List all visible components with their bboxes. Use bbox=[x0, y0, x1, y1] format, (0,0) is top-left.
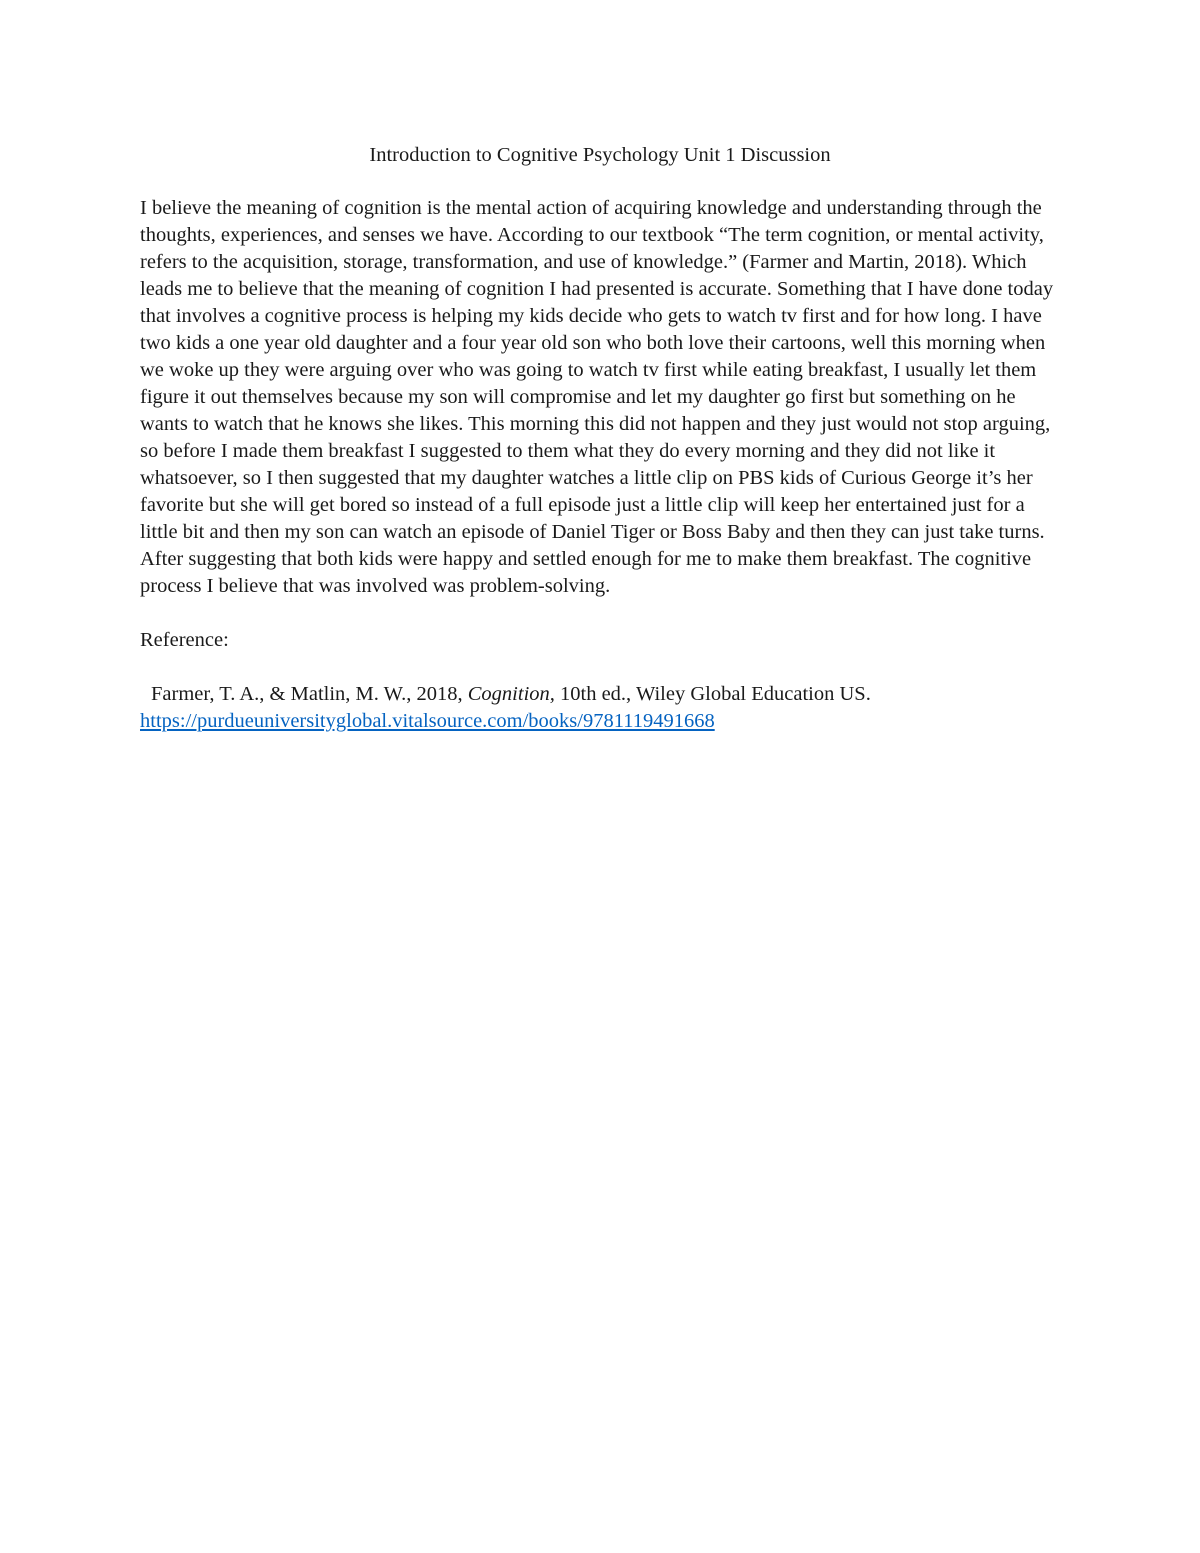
reference-authors-year: Farmer, T. A., & Matlin, M. W., 2018, bbox=[151, 683, 468, 705]
document-title: Introduction to Cognitive Psychology Unit 1 Discussion bbox=[369, 144, 831, 166]
reference-edition-publisher: 10th ed., Wiley Global Education US. bbox=[554, 683, 871, 705]
reference-heading: Reference: bbox=[140, 629, 229, 651]
reference-book-title: Cognition, bbox=[467, 683, 555, 705]
discussion-paragraph: I believe the meaning of cognition is the mental action of acquiring knowledge and understanding through the thoughts, experiences, and senses we have. According to our textbook “The term cognition, or mental activity, refers to the acquisition, storage, transformation, and use of knowledge.” (Farmer and Martin, 2018). Which leads me to believe that the meaning of cognition I had presented is accurate. Something that I have done today that involves a cognitive process is helping my kids decide who gets to watch tv first and for how long. I have two kids a one year old daughter and a four year old son who both love their cartoons, well this morning when we woke up they were arguing over who was going to watch tv first while eating breakfast, I usually let them figure it out themselves because my son will compromise and let my daughter go first but something on he wants to watch that he knows she likes. This morning this did not happen and they just would not stop arguing, so before I made them breakfast I suggested to them what they do every morning and they did not like it whatsoever, so I then suggested that my daughter watches a little clip on PBS kids of Curious George it’s her favorite but she will get bored so instead of a full episode just a little clip will keep her entertained just for a little bit and then my son can watch an episode of Daniel Tiger or Boss Baby and then they can just take turns. After suggesting that both kids were happy and settled enough for me to make them breakfast. The cognitive process I believe that was involved was problem-solving. bbox=[140, 197, 1054, 597]
document-page bbox=[140, 140, 1060, 735]
reference-entry bbox=[140, 681, 1060, 735]
reference-link[interactable]: https://purdueuniversityglobal.vitalsource.com/books/9781119491668 bbox=[140, 710, 715, 732]
